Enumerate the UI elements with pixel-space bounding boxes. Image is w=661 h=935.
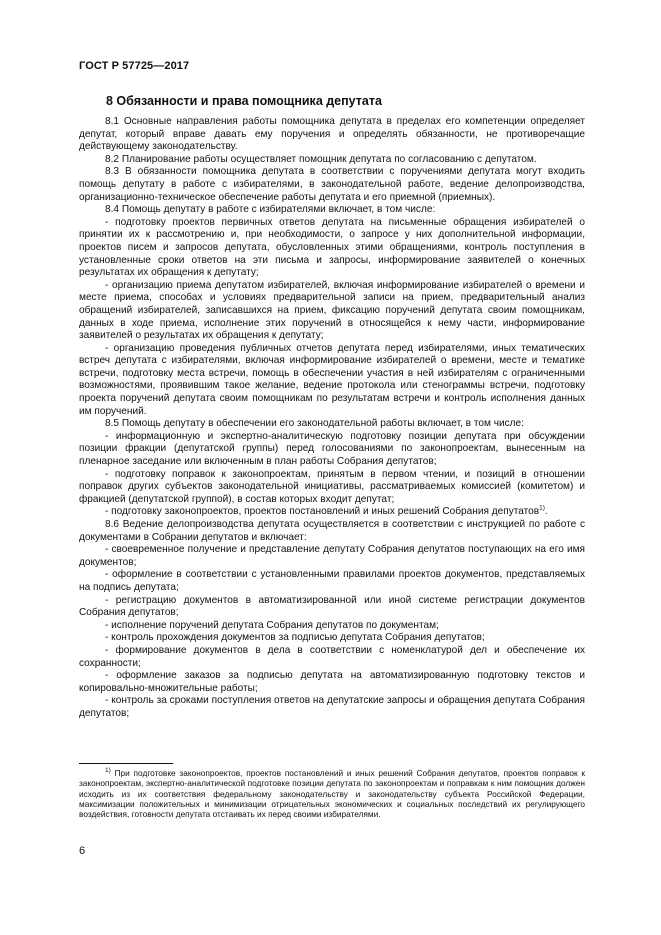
page-number: 6 xyxy=(79,845,86,857)
paragraph: 8.2 Планирование работы осуществляет помощник депутата по согласованию с депутатом. xyxy=(105,153,537,165)
footnote-ref: 1) xyxy=(539,505,545,513)
footnote-divider xyxy=(79,763,173,764)
paragraph: 8.3 В обязанности помощника депутата в соответствии с поручениями депутата могут входить помощь депутату в работе с избирателями, в законодательной работе, ведение делопроизводства, организационно-техническое обеспечение работы депутата и его приемной (приемных). xyxy=(79,166,585,203)
paragraph: - организацию приема депутатом избирателей, включая информирование избирателей о времени и месте приема, способах и условиях предварительной записи на прием, предварительный анализ обращений избирателей, записавшихся на прием, фиксацию поручений депутата своим помощникам, данных в ходе приема, исполнение этих поручений в относящейся к нему части, информирование заявителей о результатах их обращения к депутату; xyxy=(79,279,585,342)
paragraph: - организацию проведения публичных отчетов депутата перед избирателями, иных тематических встреч депутата с избирателями, включая информирование избирателей о времени, месте и тематике встречи, подготовку места встречи, помощь в обеспечении участия в ней избирателям с ограниченными возможностями, проявившим такое желание, ведение протокола или стенограммы встречи, подготовку проекта поручений депутата своим помощникам по результатам встречи и контроль исполнения данных им поручений. xyxy=(79,342,585,417)
paragraph-text: - подготовку законопроектов, проектов постановлений и иных решений Собрания депутатов xyxy=(105,506,540,518)
paragraph: - формирование документов в дела в соответствии с номенклатурой дел и обеспечение их сохранности; xyxy=(79,644,585,669)
paragraph: - информационную и экспертно-аналитическую подготовку позиции депутата при обсуждении позиции фракции (депутатской группы) перед голосованиями по законопроектам, вынесенным на пленарное заседание или включенным в план работы Собрания депутатов; xyxy=(79,430,585,468)
section-title: 8 Обязанности и права помощника депутата xyxy=(106,94,382,108)
paragraph: - оформление заказов за подписью депутата на автоматизированную подготовку текстов и копировально-множительные работы; xyxy=(79,670,585,694)
footnote xyxy=(79,768,585,819)
paragraph: - оформление в соответствии с установленными правилами проектов документов, представляемых на подпись депутата; xyxy=(79,569,585,593)
footnote-mark: 1) xyxy=(105,767,111,775)
paragraph: 8.4 Помощь депутату в работе с избирателями включает, в том числе: xyxy=(105,204,436,216)
paragraph-with-footnote: - подготовку законопроектов, проектов постановлений и иных решений Собрания депутатов$^{1)}$. xyxy=(105,505,548,518)
standard-number: ГОСТ Р 57725—2017 xyxy=(79,60,190,72)
paragraph: - подготовку проектов первичных ответов депутата на письменные обращения избирателей о принятии их к рассмотрению и, при необходимости, о запросе у них дополнительной информации, проектов писем и запросов депутата, обусловленных этими обращениями, контроль поступления в установленные сроки ответов на эти письма и запросы, информирование заявителей о конечных результатах их обращения к депутату; xyxy=(79,216,585,279)
paragraph: - подготовку поправок к законопроектам, принятым в первом чтении, и позиций в отношении поправок других субъектов законодательной инициативы, рассматриваемых комиссией (комитетом) и фракцией (депутатской группой), в состав которых входит депутат; xyxy=(79,468,585,505)
paragraph: 8.1 Основные направления работы помощника депутата в пределах его компетенции определяет депутат, который вправе давать ему поручения и определять обязанности, не противоречащие действующему законодательству. xyxy=(79,116,585,153)
paragraph: - контроль за сроками поступления ответов на депутатские запросы и обращения депутата Собрания депутатов; xyxy=(79,695,585,719)
body-text xyxy=(79,116,585,721)
paragraph: - исполнение поручений депутата Собрания депутатов по документам; xyxy=(105,619,439,631)
paragraph: - своевременное получение и представление депутату Собрания депутатов поступающих на его имя документов; xyxy=(79,544,585,568)
paragraph: 8.6 Ведение делопроизводства депутата осуществляется в соответствии с инструкцией по работе с документами в Собрании депутатов и включает: xyxy=(79,519,585,543)
paragraph: - контроль прохождения документов за подписью депутата Собрания депутатов; xyxy=(105,632,485,644)
paragraph: 8.5 Помощь депутату в обеспечении его законодательной работы включает, в том числе: xyxy=(105,418,524,430)
footnote-text: При подготовке законопроектов, проектов постановлений и иных решений Собрания депутатов, проектов поправок к законопроектам, экспертно-аналитической подготовке позиции депутата по законопроектам и поправкам к ним помощник должен исходить из их соответствия федеральному законодательству и законодательству субъекта Российской Федерации, максимизации положительных и минимизации отрицательных экономических и социальных последствий их регулирующего воздействия, готовности депутата отстаивать их перед своими избирателями. xyxy=(79,768,585,820)
paragraph: - регистрацию документов в автоматизированной или иной системе регистрации документов Собрания депутатов; xyxy=(79,594,585,619)
